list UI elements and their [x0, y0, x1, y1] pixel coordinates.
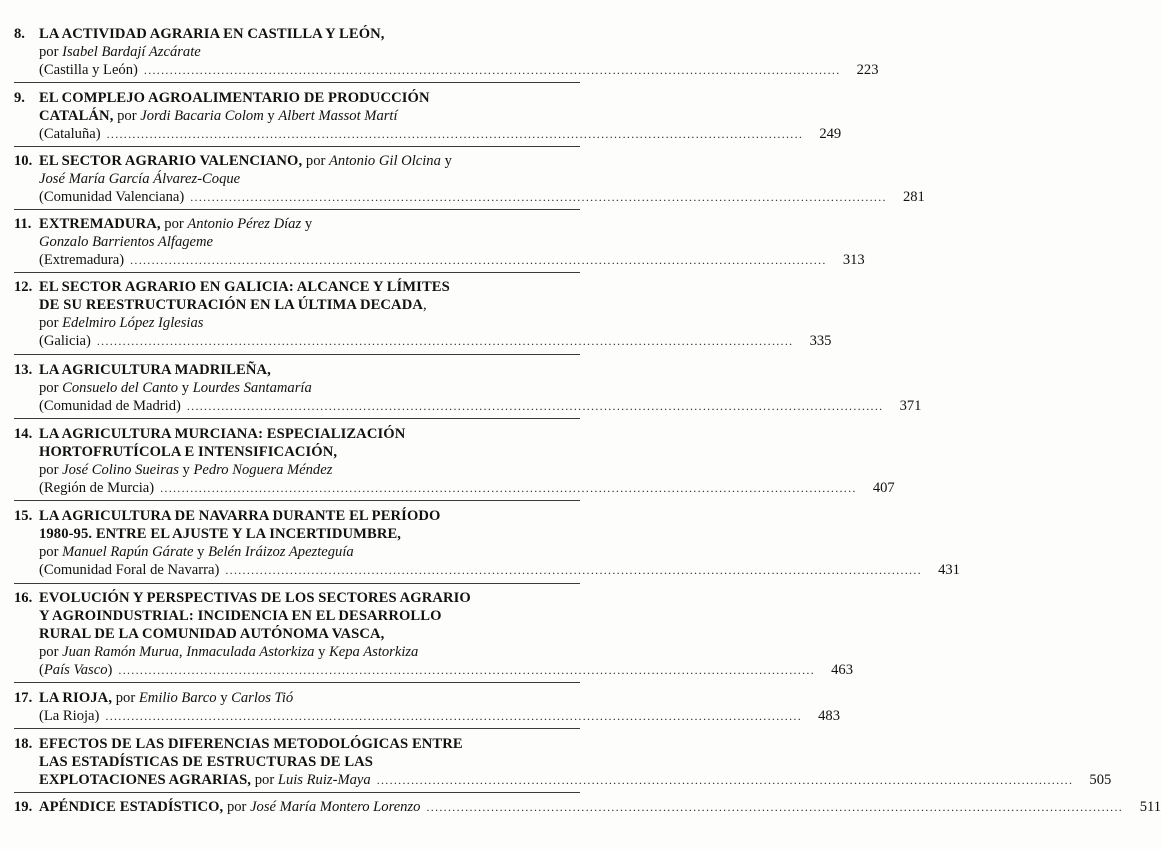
dot-leader: .................................................................................................................................................................. — [106, 127, 804, 141]
separator-rule — [14, 728, 580, 729]
dot-leader: .................................................................................................................................................................. — [96, 334, 794, 348]
entry-author: Gonzalo Barrientos Alfageme — [39, 234, 214, 250]
entry-title: LAS ESTADÍSTICAS DE ESTRUCTURAS DE LAS — [39, 754, 374, 770]
entry-title: RURAL DE LA COMUNIDAD AUTÓNOMA VASCA, — [39, 626, 385, 642]
entry-page-number: 431 — [938, 562, 960, 578]
entry-number: 16. — [14, 590, 33, 606]
entry-region: (Región de Murcia) — [39, 480, 155, 496]
entry-author: Pedro Noguera Méndez — [193, 462, 333, 478]
dot-leader: .................................................................................................................................................................. — [225, 563, 922, 577]
entry-region: (Comunidad Foral de Navarra) — [39, 562, 220, 578]
entry-author: Juan Ramón Murua — [62, 644, 179, 660]
entry-title: EFECTOS DE LAS DIFERENCIAS METODOLÓGICAS ENTRE — [39, 736, 463, 752]
entry-number: 12. — [14, 279, 33, 295]
entry-page-number: 313 — [842, 252, 865, 268]
entry-page-number: 371 — [899, 398, 922, 414]
entry-region: (Comunidad de Madrid) — [39, 398, 181, 414]
toc-entry-18: 18. EFECTOS DE LAS DIFERENCIAS METODOLÓGICAS ENTRE LAS ESTADÍSTICAS DE ESTRUCTURAS DE LAS EXPLOTACIONES AGRARIAS, por Luis Ruiz-Maya .................................................................................................................................................................. 505 — [14, 736, 1112, 788]
entry-title: APÉNDICE ESTADÍSTICO, — [39, 799, 224, 815]
entry-title: 1980-95. ENTRE EL AJUSTE Y LA INCERTIDUMBRE, — [39, 526, 402, 542]
entry-author: Luis Ruiz-Maya — [277, 772, 371, 788]
separator-rule — [14, 682, 580, 683]
toc-entry-16: 16. EVOLUCIÓN Y PERSPECTIVAS DE LOS SECTORES AGRARIO Y AGROINDUSTRIAL: INCIDENCIA EN EL DESARROLLO RURAL DE LA COMUNIDAD AUTÓNOMA VASCA, por Juan Ramón Murua, Inmaculada Astorkiza y Kepa Astorkiza (País Vasco) .................................................................................................................................................................. 463 — [14, 590, 853, 678]
dot-leader: .................................................................................................................................................................. — [118, 663, 815, 677]
entry-title: EL SECTOR AGRARIO EN GALICIA: ALCANCE Y LÍMITES — [39, 279, 450, 295]
dot-leader: .................................................................................................................................................................. — [130, 253, 827, 267]
separator-rule — [14, 792, 580, 793]
entry-title: Y AGROINDUSTRIAL: INCIDENCIA EN EL DESARROLLO — [39, 608, 442, 624]
entry-author: Carlos Tió — [231, 690, 294, 706]
entry-author: José Colino Sueiras — [62, 462, 179, 478]
entry-title: EL SECTOR AGRARIO VALENCIANO, — [39, 153, 303, 169]
separator-rule — [14, 500, 580, 501]
entry-region: (La Rioja) — [39, 708, 100, 724]
entry-number: 14. — [14, 426, 33, 442]
entry-author: Isabel Bardají Azcárate — [62, 44, 201, 60]
dot-leader: .................................................................................................................................................................. — [105, 709, 802, 723]
entry-author: Antonio Gil Olcina — [329, 153, 441, 169]
entry-page-number: 463 — [831, 662, 853, 678]
entry-author: Antonio Pérez Díaz — [187, 216, 302, 232]
entry-author: Inmaculada Astorkiza — [186, 644, 315, 660]
toc-entry-9: 9. EL COMPLEJO AGROALIMENTARIO DE PRODUCCIÓN CATALÁN, por Jordi Bacaria Colom y Albert Massot Martí (Cataluña) .................................................................................................................................................................. 249 — [14, 90, 842, 142]
entry-page-number: 281 — [902, 189, 925, 205]
entry-title: LA RIOJA, — [39, 690, 113, 706]
entry-title: HORTOFRUTÍCOLA E INTENSIFICACIÓN, — [39, 444, 338, 460]
separator-rule — [14, 583, 580, 584]
entry-number: 18. — [14, 736, 33, 752]
entry-number: 8. — [14, 26, 25, 42]
entry-number: 13. — [14, 362, 33, 378]
entry-page-number: 505 — [1089, 772, 1112, 788]
entry-author: Kepa Astorkiza — [329, 644, 419, 660]
entry-author: Belén Iráizoz Apezteguía — [208, 544, 354, 560]
entry-title: EL COMPLEJO AGROALIMENTARIO DE PRODUCCIÓN — [39, 90, 430, 106]
dot-leader: .................................................................................................................................................................. — [143, 63, 841, 77]
entry-author: José María García Álvarez-Coque — [39, 171, 241, 187]
dot-leader: .................................................................................................................................................................. — [160, 481, 857, 495]
entry-title: LA AGRICULTURA MADRILEÑA, — [39, 362, 271, 378]
entry-title: EXPLOTACIONES AGRARIAS, — [39, 772, 252, 788]
entry-number: 15. — [14, 508, 33, 524]
toc-entry-11: 11. EXTREMADURA, por Antonio Pérez Díaz y Gonzalo Barrientos Alfageme (Extremadura) .................................................................................................................................................................. 313 — [14, 216, 865, 268]
toc-entry-12: 12. EL SECTOR AGRARIO EN GALICIA: ALCANCE Y LÍMITES DE SU REESTRUCTURACIÓN EN LA ÚLTIMA DECADA, por Edelmiro López Iglesias (Galicia) .................................................................................................................................................................. 335 — [14, 279, 832, 349]
entry-author: Emilio Barco — [138, 690, 217, 706]
separator-rule — [14, 146, 580, 147]
entry-title: EVOLUCIÓN Y PERSPECTIVAS DE LOS SECTORES AGRARIO — [39, 590, 471, 606]
dot-leader: .................................................................................................................................................................. — [426, 800, 1124, 814]
entry-number: 17. — [14, 690, 33, 706]
separator-rule — [14, 272, 580, 273]
dot-leader: .................................................................................................................................................................. — [376, 773, 1074, 787]
entry-author: Manuel Rapún Gárate — [62, 544, 194, 560]
entry-region: (País Vasco) — [39, 662, 113, 678]
entry-region: (Galicia) — [39, 333, 91, 349]
entry-number: 11. — [14, 216, 32, 232]
separator-rule — [14, 209, 580, 210]
entry-region: (Extremadura) — [39, 252, 125, 268]
entry-author: Lourdes Santamaría — [192, 380, 312, 396]
toc-entry-10: 10. EL SECTOR AGRARIO VALENCIANO, por Antonio Gil Olcina y José María García Álvarez-Coque (Comunidad Valenciana) .................................................................................................................................................................. 281 — [14, 153, 925, 205]
entry-page-number: 511 — [1139, 799, 1161, 815]
separator-rule — [14, 82, 580, 83]
toc-entry-17: 17. LA RIOJA, por Emilio Barco y Carlos Tió (La Rioja) .................................................................................................................................................................. 483 — [14, 690, 840, 724]
separator-rule — [14, 418, 580, 419]
entry-page-number: 335 — [809, 333, 832, 349]
entry-region: (Castilla y León) — [39, 62, 138, 78]
toc-entry-14: 14. LA AGRICULTURA MURCIANA: ESPECIALIZACIÓN HORTOFRUTÍCOLA E INTENSIFICACIÓN, por José Colino Sueiras y Pedro Noguera Méndez (Región de Murcia) .................................................................................................................................................................. 407 — [14, 426, 895, 496]
entry-page-number: 483 — [818, 708, 840, 724]
dot-leader: .................................................................................................................................................................. — [186, 399, 884, 413]
toc-entry-19: 19. APÉNDICE ESTADÍSTICO, por José María Montero Lorenzo .................................................................................................................................................................. 511 — [14, 799, 1161, 815]
entry-author: Jordi Bacaria Colom — [140, 108, 264, 124]
entry-title: LA ACTIVIDAD AGRARIA EN CASTILLA Y LEÓN, — [39, 26, 385, 42]
toc-entry-13: 13. LA AGRICULTURA MADRILEÑA, por Consuelo del Canto y Lourdes Santamaría (Comunidad de Madrid) .................................................................................................................................................................. 371 — [14, 362, 922, 414]
entry-title: DE SU REESTRUCTURACIÓN EN LA ÚLTIMA DECADA — [39, 297, 423, 313]
entry-title: EXTREMADURA, — [39, 216, 161, 232]
entry-author: Consuelo del Canto — [62, 380, 179, 396]
dot-leader: .................................................................................................................................................................. — [190, 190, 887, 204]
entry-number: 19. — [14, 799, 33, 815]
entry-number: 10. — [14, 153, 33, 169]
entry-region: (Cataluña) — [39, 126, 101, 142]
separator-rule — [14, 354, 580, 355]
entry-number: 9. — [14, 90, 25, 106]
entry-page-number: 407 — [872, 480, 895, 496]
entry-title: CATALÁN, — [39, 108, 114, 124]
toc-entry-15: 15. LA AGRICULTURA DE NAVARRA DURANTE EL PERÍODO 1980-95. ENTRE EL AJUSTE Y LA INCERTIDUMBRE, por Manuel Rapún Gárate y Belén Iráizoz Apezteguía (Comunidad Foral de Navarra) .................................................................................................................................................................. 431 — [14, 508, 960, 578]
entry-title: LA AGRICULTURA DE NAVARRA DURANTE EL PERÍODO — [39, 508, 441, 524]
entry-author: Edelmiro López Iglesias — [62, 315, 204, 331]
entry-page-number: 249 — [819, 126, 842, 142]
entry-page-number: 223 — [856, 62, 879, 78]
toc-entry-8: 8. LA ACTIVIDAD AGRARIA EN CASTILLA Y LEÓN, por Isabel Bardají Azcárate (Castilla y León) .................................................................................................................................................................. 223 — [14, 26, 879, 78]
entry-region: (Comunidad Valenciana) — [39, 189, 185, 205]
entry-title: LA AGRICULTURA MURCIANA: ESPECIALIZACIÓN — [39, 426, 406, 442]
entry-author: Albert Massot Martí — [278, 108, 398, 124]
entry-author: José María Montero Lorenzo — [250, 799, 421, 815]
